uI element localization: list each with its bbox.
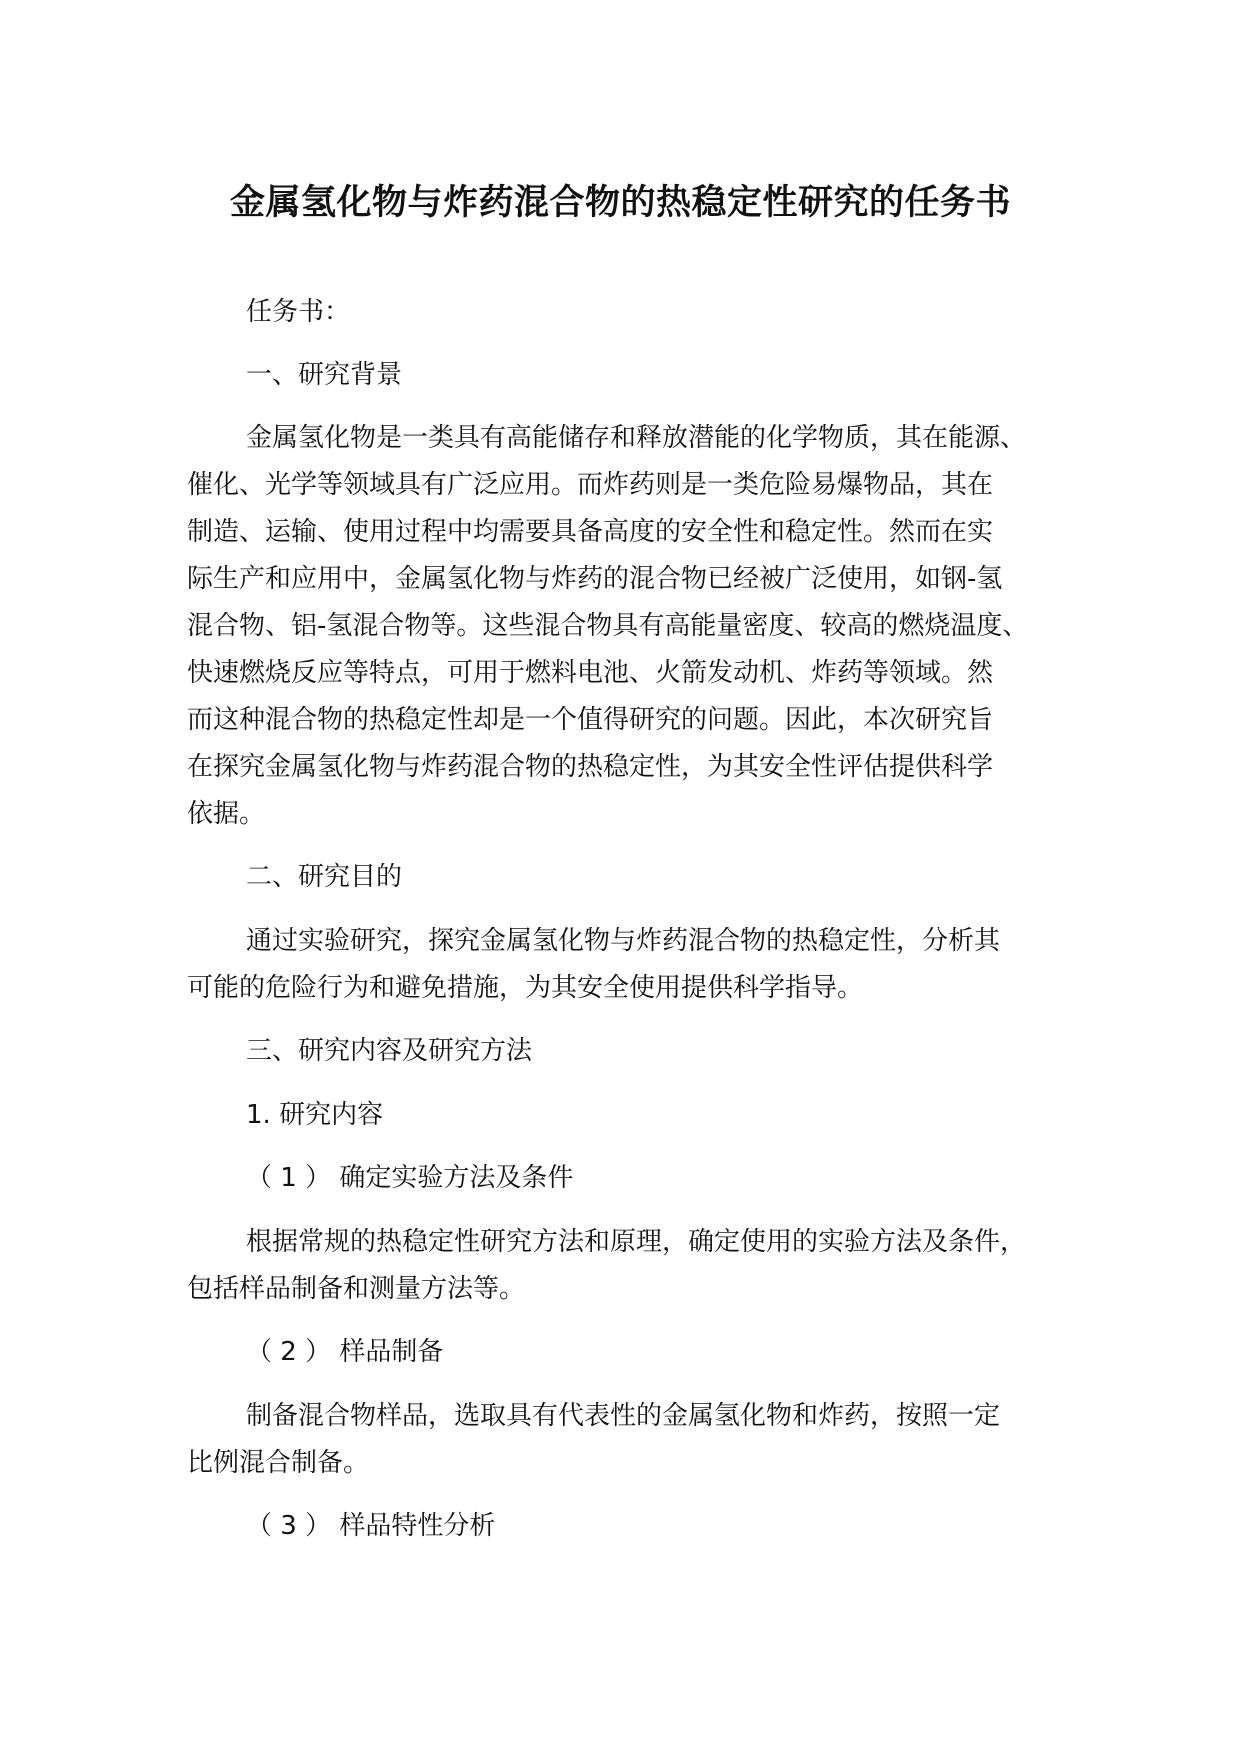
- paragraph-line: 际生产和应用中，金属氢化物与炸药的混合物已经被广泛使用，如钢-氢: [187, 564, 1003, 594]
- document-title: 金属氢化物与炸药混合物的热稳定性研究的任务书: [229, 183, 1011, 223]
- paragraph-line: 根据常规的热稳定性研究方法和原理，确定使用的实验方法及条件，: [246, 1227, 1027, 1257]
- paragraph-line: 快速燃烧反应等特点，可用于燃料电池、火箭发动机、炸药等领域。然: [187, 658, 994, 688]
- paragraph-line: 可能的危险行为和避免措施，为其安全使用提供科学指导。: [187, 973, 864, 1003]
- paragraph-line: 比例混合制备。: [187, 1448, 370, 1478]
- paragraph-line: 在探究金属氢化物与炸药混合物的热稳定性，为其安全性评估提供科学: [187, 752, 994, 782]
- intro-label: 任务书：: [246, 297, 351, 327]
- paragraph-line: 而这种混合物的热稳定性却是一个值得研究的问题。因此，本次研究旨: [187, 705, 994, 735]
- paragraph-line: 金属氢化物是一类具有高能储存和释放潜能的化学物质，其在能源、: [246, 423, 1027, 453]
- section-heading-purpose: 二、研究目的: [246, 862, 403, 892]
- paragraph-line: 制备混合物样品，选取具有代表性的金属氢化物和炸药，按照一定: [246, 1401, 1001, 1431]
- item-heading-sample-analysis: （ 3 ） 样品特性分析: [246, 1511, 496, 1541]
- item-heading-methods: （ 1 ） 确定实验方法及条件: [246, 1163, 574, 1193]
- sub-heading-research-content: 1. 研究内容: [246, 1100, 384, 1130]
- item-heading-sample-prep: （ 2 ） 样品制备: [246, 1337, 444, 1367]
- paragraph-line: 包括样品制备和测量方法等。: [187, 1274, 526, 1304]
- paragraph-line: 制造、运输、使用过程中均需要具备高度的安全性和稳定性。然而在实: [187, 517, 994, 547]
- paragraph-line: 混合物、铝-氢混合物等。这些混合物具有高能量密度、较高的燃烧温度、: [187, 611, 1029, 641]
- paragraph-line: 通过实验研究，探究金属氢化物与炸药混合物的热稳定性，分析其: [246, 926, 1001, 956]
- paragraph-line: 依据。: [187, 799, 266, 829]
- section-heading-background: 一、研究背景: [246, 360, 403, 390]
- paragraph-line: 催化、光学等领域具有广泛应用。而炸药则是一类危险易爆物品，其在: [187, 470, 994, 500]
- section-heading-content-methods: 三、研究内容及研究方法: [246, 1036, 533, 1066]
